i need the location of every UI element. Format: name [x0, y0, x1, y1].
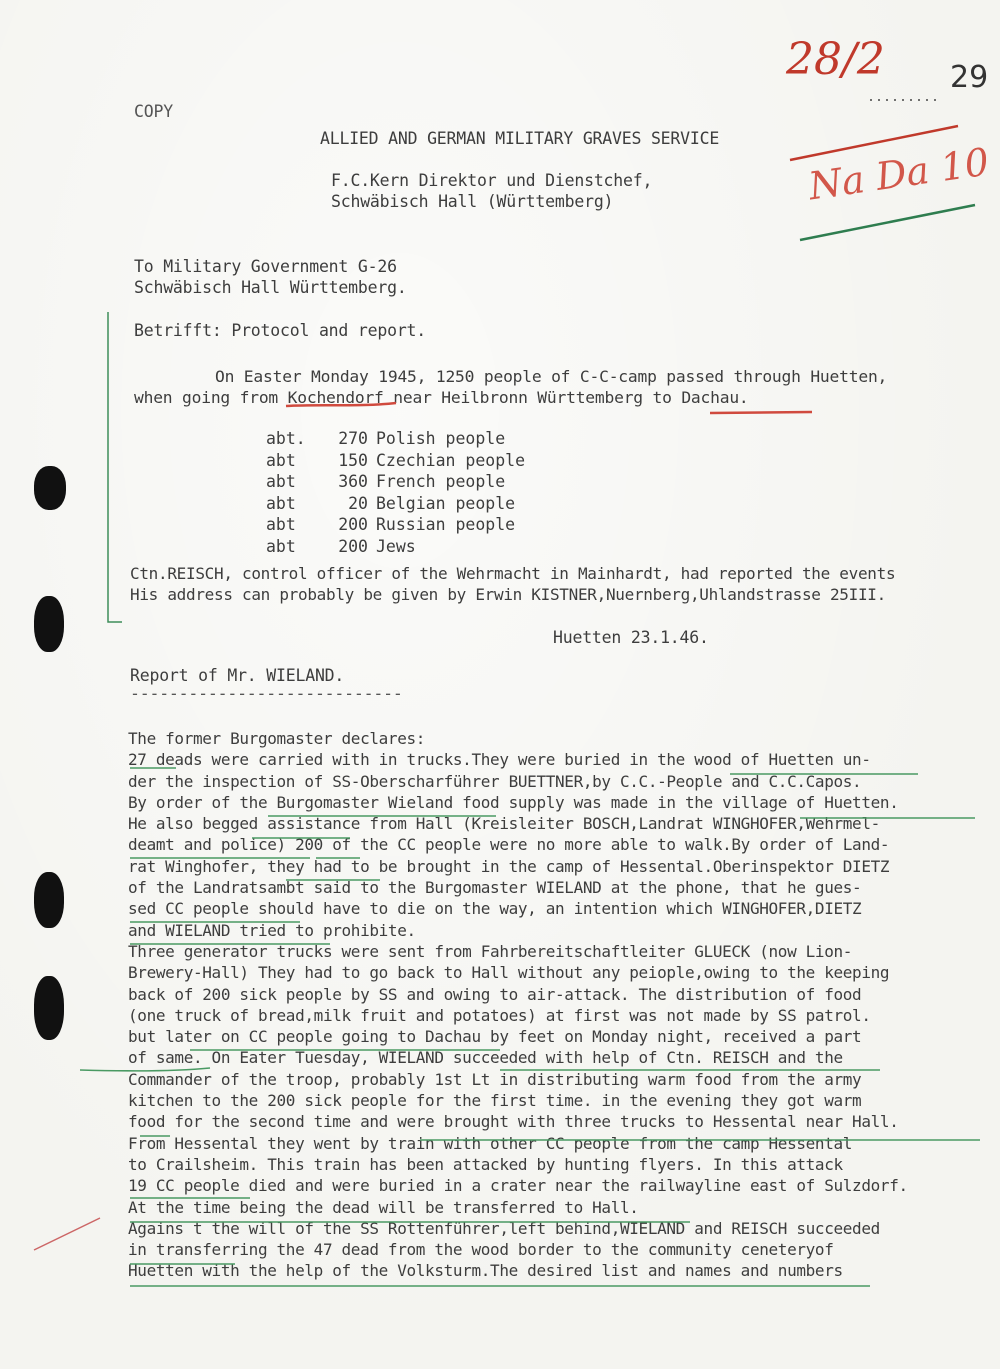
body-line: Agains t the will of the SS Rottenführer,left behind,WIELAND and REISCH succeeded	[128, 1218, 880, 1238]
body-line: Huetten with the help of the Volksturm.The desired list and names and numbers	[128, 1261, 843, 1281]
page-number: 29	[950, 60, 989, 95]
body-line: Brewery-Hall) They had to go back to Hall without any peiople,owing to the keeping	[128, 963, 890, 983]
body-line: in transferring the 47 dead from the wood border to the community ceneteryof	[128, 1240, 834, 1260]
red-handwritten-note: Na Da 10	[805, 139, 992, 209]
report-title-rule: ----------------------------	[130, 684, 403, 703]
intro-line-2: when going from Kochendorf near Heilbronn Württemberg to Dachau.	[134, 388, 749, 407]
people-row: abt. 270 Polish people	[266, 429, 506, 448]
body-line: and WIELAND tried to prohibite.	[128, 920, 416, 940]
people-row: abt 150 Czechian people	[266, 450, 526, 470]
reporter-line-2: His address can probably be given by Erwin KISTNER,Nuernberg,Uhlandstrasse 25III.	[130, 585, 886, 604]
reporter-line-1: Ctn.REISCH, control officer of the Wehrmacht in Mainhardt, had reported the events	[130, 564, 896, 583]
organization-title: ALLIED AND GERMAN MILITARY GRAVES SERVICE	[320, 129, 720, 148]
people-row: abt 360 French people	[266, 472, 506, 491]
body-line: (one truck of bread,milk fruit and potatoes) at first was not made by SS patrol.	[128, 1005, 871, 1025]
subject-line: Betrifft: Protocol and report.	[134, 321, 427, 340]
body-line: back of 200 sick people by SS and owing to air-attack. The distribution of food	[128, 984, 862, 1004]
body-line: At the time being the dead will be transferred to Hall.	[128, 1197, 639, 1217]
body-line: From Hessental they went by train with other CC people from the camp Hessental	[128, 1133, 853, 1153]
green-stroke	[800, 205, 975, 240]
body-line: He also begged assistance from Hall (Kreisleiter BOSCH,Landrat WINGHOFER,Wehrmel-	[128, 814, 880, 834]
red-underline-stroke	[790, 126, 958, 160]
body-line: 27 deads were carried with in trucks.They were buried in the wood of Huetten un-	[128, 750, 871, 770]
body-line: By order of the Burgomaster Wieland food supply was made in the village of Huetten.	[128, 792, 899, 812]
sender-line-2: Schwäbisch Hall (Württemberg)	[331, 192, 614, 211]
body-line: but later on CC people going to Dachau by feet on Monday night, received a part	[128, 1027, 862, 1047]
red-underline-kochendorf	[286, 403, 396, 406]
green-margin-bracket	[108, 312, 122, 622]
body-line: The former Burgomaster declares:	[128, 729, 426, 748]
intro-line-1: On Easter Monday 1945, 1250 people of C-C-camp passed through Huetten,	[215, 367, 888, 386]
recipient-line-2: Schwäbisch Hall Württemberg.	[134, 278, 407, 297]
recipient-line-1: To Military Government G-26	[134, 257, 397, 276]
body-line: 19 CC people died and were buried in a crater near the railwayline east of Sulzdorf.	[128, 1176, 908, 1196]
people-row: abt 20 Belgian people	[266, 493, 516, 513]
red-margin-stroke	[34, 1218, 100, 1250]
body-line: Commander of the troop, probably 1st Lt in distributing warm food from the army	[128, 1069, 862, 1089]
place-date: Huetten 23.1.46.	[553, 628, 709, 647]
body-line: of same. On Eater Tuesday, WIELAND succeeded with help of Ctn. REISCH and the	[128, 1048, 843, 1068]
body-line: to Crailsheim. This train has been attacked by hunting flyers. In this attack	[128, 1154, 843, 1174]
body-line: kitchen to the 200 sick people for the first time. in the evening they got warm	[128, 1091, 862, 1111]
report-title: Report of Mr. WIELAND.	[130, 666, 345, 685]
body-line: Three generator trucks were sent from Fahrbereitschaftleiter GLUECK (now Lion-	[128, 941, 853, 961]
body-line: food for the second time and were brought with three trucks to Hessental near Hall.	[128, 1112, 899, 1132]
people-row: abt 200 Russian people	[266, 515, 516, 534]
body-line: deamt and police) 200 of the CC people were no more able to walk.By order of Land-	[128, 835, 890, 855]
people-row: abt 200 Jews	[266, 536, 416, 556]
body-line: der the inspection of SS-Oberscharführer BUETTNER,by C.C.-People and C.C.Capos.	[128, 771, 862, 791]
red-underline-dachau	[710, 412, 812, 413]
green-underline	[80, 1068, 210, 1071]
handwritten-reference: 28/2	[786, 34, 885, 85]
copy-label: COPY	[134, 102, 173, 121]
sender-line-1: F.C.Kern Direktor und Dienstchef,	[331, 171, 653, 190]
body-line: of the Landratsambt said to the Burgomaster WIELAND at the phone, that he gues-	[128, 878, 862, 898]
body-line: rat Winghofer, they had to be brought in the camp of Hessental.Oberinspektor DIETZ	[128, 856, 890, 876]
body-line: sed CC people should have to die on the way, an intention which WINGHOFER,DIETZ	[128, 899, 862, 919]
